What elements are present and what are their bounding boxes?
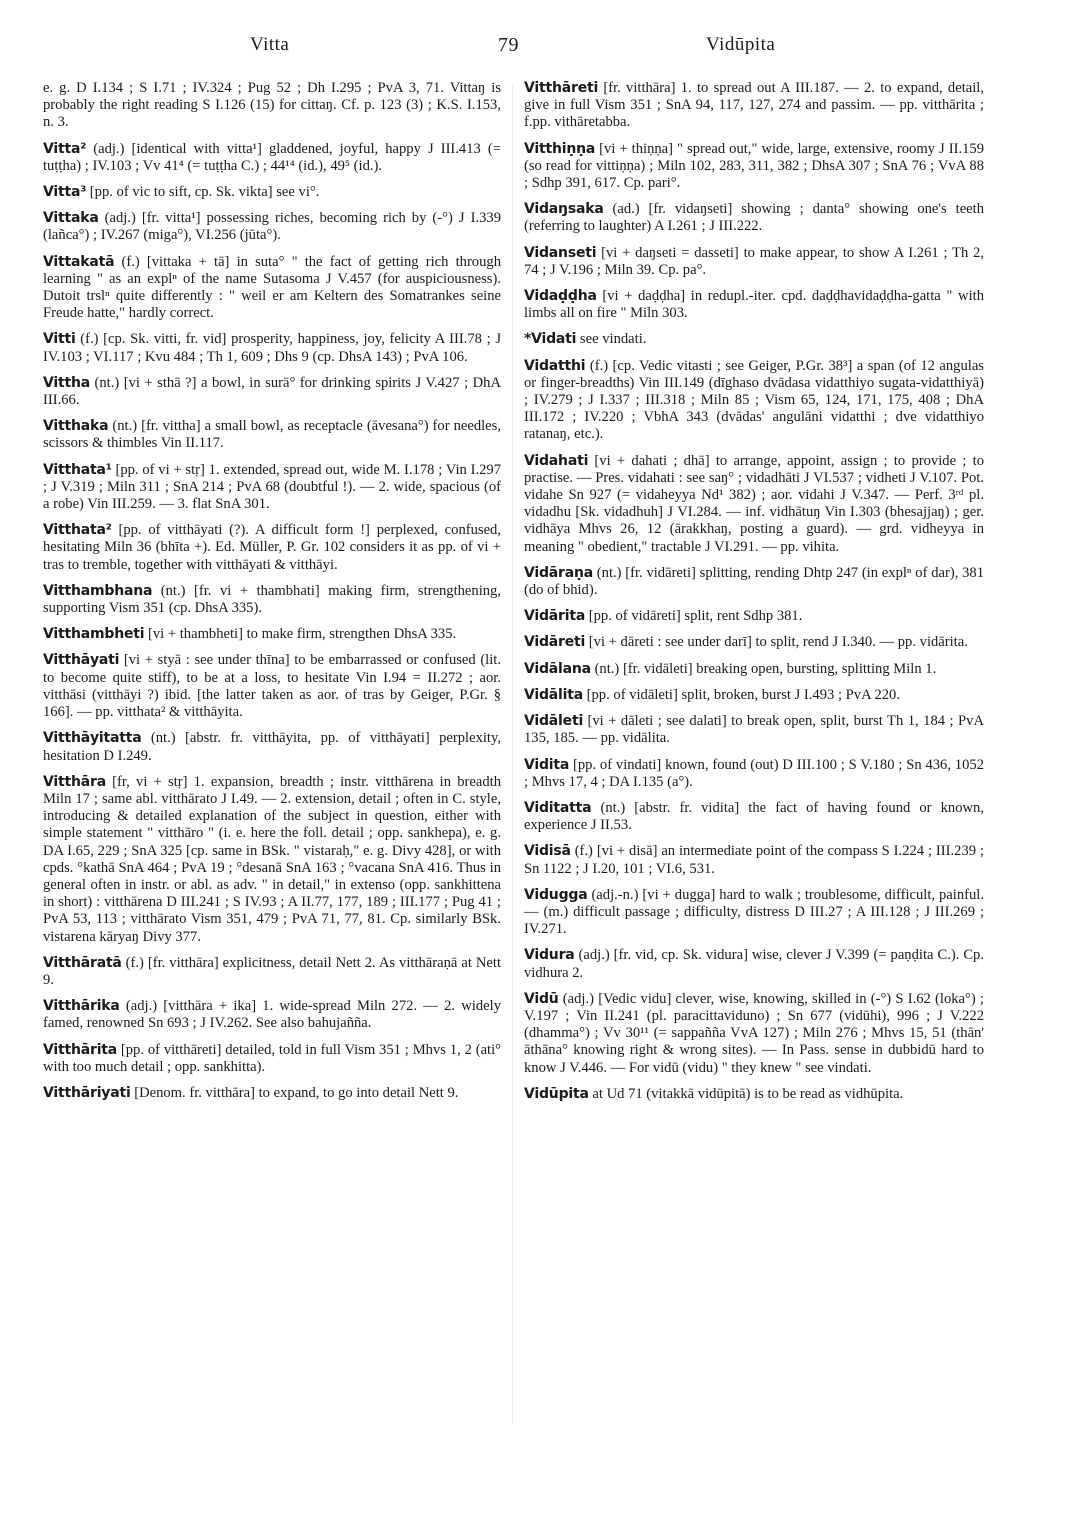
dictionary-entry	[524, 80, 984, 132]
entry-definition: [vi + thiṇṇa] " spread out," wide, large, extensive, roomy J II.159 (so read for vittiṇṇa) ; Miln 102, 283, 311, 382 ; DhsA 307 ; SnA 76 ; VvA 88 ; Sdhp 391, 617. Cp. pari°.	[524, 140, 984, 192]
entry-definition: (nt.) [abstr. fr. vidita] the fact of having found or known, experience J II.53.	[524, 799, 984, 834]
entry-definition: (adj.) [identical with vitta¹] gladdened, joyful, happy J III.413 (= tuṭṭha) ; IV.103 ; Vv 41⁴ (= tuṭṭha C.) ; 44¹⁴ (id.), 49⁵ (id.).	[43, 140, 501, 174]
entry-definition: (f.) [cp. Sk. vitti, fr. vid] prosperity, happiness, joy, felicity A III.78 ; J IV.103 ; VI.117 ; Kvu 484 ; Th 1, 609 ; Dhs 9 (cp. DhsA 143) ; PvA 106.	[43, 331, 501, 365]
entry-definition: [vi + daŋseti = dasseti] to make appear, to show A I.261 ; Th 2, 74 ; J V.196 ; Miln 39. Cp. pa°.	[524, 244, 984, 278]
headword: Vidanseti	[524, 244, 597, 261]
dictionary-entry	[524, 331, 984, 348]
dictionary-entry	[43, 184, 501, 201]
headword: Vitti	[43, 331, 76, 348]
dictionary-entry	[43, 774, 501, 946]
entry-definition: (adj.-n.) [vi + dugga] hard to walk ; troublesome, difficult, painful. — (m.) difficult passage ; difficulty, distress D III.27 ; A III.128 ; J III.269 ; IV.271.	[524, 886, 984, 938]
entry-definition: [pp. of vitthāreti] detailed, told in full Vism 351 ; Mhvs 1, 2 (ati° with too much detail ; opp. sankhitta).	[43, 1041, 501, 1075]
headword: Vitthambhana	[43, 582, 153, 599]
entry-definition: at Ud 71 (vitakkā vidūpitā) is to be read as vidhūpita.	[588, 1085, 904, 1102]
headword: Vitthāratā	[43, 954, 122, 971]
headword: Vidārita	[524, 608, 586, 625]
headword: Vitthāriyati	[43, 1084, 131, 1101]
headword: Vitthata²	[43, 522, 112, 539]
dictionary-entry	[524, 991, 984, 1077]
headword: Vitthāra	[43, 773, 106, 790]
running-head-right: Vidūpita	[706, 34, 776, 55]
entry-definition: [fr, vi + stṛ] 1. expansion, breadth ; instr. vitthārena in breadth Miln 17 ; same abl. vitthārato J I.49. — 2. extension, detail ; often in C. style, introducing & detailed explanation of the subject in question, either with simple statement " vitthāro " (i. e. here the foll. detail ; opp. sankhepa), e. g. DA I.65, 229 ; SnA 325 [cp. same in BSk. " vistaraḥ," e. g. Divy 428], or with cpds. °kathā SnA 464 ; PvA 19 ; °desanā SnA 163 ; °vacana SnA 416. Thus in general often in instr. or abl. as adv. " in detail," in extenso (opp. sankhittena in short) : vitthārena D III.241 ; S IV.93 ; A II.77, 177, 189 ; III.177 ; Pug 41 ; PvA 53, 113 ; vitthārato Vism 351, 479 ; PvA 71, 77, 81. Cp. similarly BSk. vistarena kāryaŋ Divy 377.	[43, 773, 501, 945]
entry-definition: [Denom. fr. vitthāra] to expand, to go into detail Nett 9.	[130, 1084, 459, 1101]
headword: Vidura	[524, 947, 575, 964]
dictionary-entry	[43, 1085, 501, 1102]
entry-definition: [pp. of vidāleti] split, broken, burst J I.493 ; PvA 220.	[583, 686, 900, 703]
entry-definition: e. g. D I.134 ; S I.71 ; IV.324 ; Pug 52 ; Dh I.295 ; PvA 3, 71. Vittaŋ is probably the right reading S I.126 (15) for cittaŋ. Cf. p. 123 (3) ; K.S. I.153, n. 3.	[43, 80, 501, 131]
dictionary-entry	[524, 634, 984, 651]
dictionary-entry	[43, 998, 501, 1032]
dictionary-entry	[43, 626, 501, 643]
headword: Vidāraṇa	[524, 564, 594, 581]
dictionary-entry	[524, 358, 984, 444]
headword: Viditatta	[524, 799, 592, 816]
entry-definition: (nt.) [fr. vidāleti] breaking open, bursting, splitting Miln 1.	[590, 660, 937, 677]
headword: Vidita	[524, 756, 570, 773]
entry-definition: (nt.) [vi + sthā ?] a bowl, in surā° for drinking spirits J V.427 ; DhA III.66.	[43, 374, 501, 409]
headword: Vidugga	[524, 886, 588, 903]
dictionary-entry	[43, 375, 501, 409]
entry-definition: (adj.) [fr. vitta¹] possessing riches, becoming rich by (-°) J I.339 (lañca°) ; IV.267 (miga°), VI.256 (jūta°).	[43, 210, 501, 244]
entry-definition: [pp. of vic to sift, cp. Sk. vikta] see vi°.	[86, 184, 320, 201]
headword: Vitthata¹	[43, 461, 112, 478]
entry-definition: (adj.) [vitthāra + ika] 1. wide-spread Miln 272. — 2. widely famed, renowned Sn 693 ; J IV.262. See also bahujañña.	[43, 998, 501, 1032]
headword: Vitthiṇṇa	[524, 140, 596, 157]
entry-definition: [pp. of vidāreti] split, rent Sdhp 381.	[585, 608, 803, 625]
column-divider	[512, 84, 513, 1424]
dictionary-entry	[524, 608, 984, 625]
headword: Vidū	[524, 990, 559, 1007]
page-header	[0, 34, 1073, 64]
dictionary-entry	[524, 141, 984, 193]
headword: Vidatthi	[524, 357, 586, 374]
dictionary-entry	[524, 887, 984, 939]
dictionary-entry	[43, 80, 501, 132]
headword: Vitthāyati	[43, 652, 120, 669]
dictionary-entry	[524, 843, 984, 877]
dictionary-entry	[43, 1042, 501, 1076]
headword: Vitta³	[43, 184, 87, 201]
dictionary-entry	[43, 652, 501, 721]
dictionary-entry	[524, 713, 984, 747]
entry-definition: (adj.) [Vedic vidu] clever, wise, knowing, skilled in (-°) S I.62 (loka°) ; V.197 ; Vin II.241 (pl. paracittaviduno) ; Sn 677 (vidūhi), 996 ; J V.222 (dhamma°) ; Vv 30¹¹ (= sappañña VvA 127) ; Miln 276 ; Mhvs 15, 51 (thān' āthāna° knowing right & wrong sites). — In Pass. sense in dubbidū hard to know J V.446. — For vidū (vidu) " they knew " see vindati.	[524, 990, 984, 1076]
dictionary-entry	[524, 947, 984, 981]
dictionary-entry	[43, 418, 501, 452]
headword: Vitthāreti	[524, 80, 599, 96]
headword: Vidāleti	[524, 713, 584, 730]
dictionary-entry	[524, 288, 984, 322]
entry-definition: (nt.) [fr. vidāreti] splitting, rending Dhtp 247 (in explⁿ of dar), 381 (do of bhid).	[524, 564, 984, 599]
dictionary-entry	[43, 462, 501, 514]
headword: Vidālita	[524, 686, 583, 703]
entry-definition: (nt.) [fr. vittha] a small bowl, as receptacle (āvesana°) for needles, scissors & thimbles Vin II.117.	[43, 418, 501, 452]
entry-definition: [vi + dāreti : see under darī] to split, rend J I.340. — pp. vidārita.	[585, 634, 968, 651]
dictionary-entry	[524, 1086, 984, 1103]
headword: Vidaŋsaka	[524, 201, 604, 218]
left-column	[43, 80, 501, 1111]
entry-definition: [vi + thambheti] to make firm, strengthen DhsA 335.	[144, 626, 457, 643]
headword: Vidisā	[524, 843, 571, 860]
dictionary-entry	[43, 331, 501, 365]
dictionary-entry	[43, 730, 501, 764]
entry-definition: [vi + styā : see under thīna] to be embarrassed or confused (lit. to become quite stiff), to be at a loss, to hesitate Vin I.94 = II.272 ; aor. vitthāsi (vitthāyi ?) ibid. [the latter taken as aor. of tras by Geiger, P.Gr. § 166]. — pp. vitthata² & vitthāyita.	[43, 652, 501, 721]
headword: *Vidati	[524, 331, 577, 348]
headword: Vidahati	[524, 452, 589, 469]
entry-definition: (nt.) [fr. vi + thambhati] making firm, strengthening, supporting Vism 351 (cp. DhsA 335).	[43, 582, 501, 617]
entry-definition: [vi + dāleti ; see dalati] to break open, split, burst Th 1, 184 ; PvA 135, 185. — pp. vidālita.	[524, 713, 984, 747]
entry-definition: see vindati.	[576, 331, 647, 348]
headword: Vittha	[43, 374, 90, 391]
running-head-left: Vitta	[250, 34, 290, 55]
dictionary-entry	[524, 565, 984, 599]
entry-definition: (nt.) [abstr. fr. vitthāyita, pp. of vitthāyati] perplexity, hesitation D I.249.	[43, 730, 501, 764]
right-column	[524, 80, 984, 1112]
entry-definition: [vi + dahati ; dhā] to arrange, appoint, assign ; to provide ; to practise. — Pres. vidahati : see saŋ° ; vidadhāti J VI.537 ; vidheti J V.107. Pot. vidahe Sn 927 (= vidaheyya Nd¹ 382) ; aor. vidahi J V.347. — Perf. 3ʳᵈ pl. vidadhu [Sk. vidadhuh] J VI.284. — inf. vidhātuŋ Vin I.303 (bhesajjaŋ) ; ger. vidhāya Mhvs 26, 12 (ārakkhaŋ, posting a guard). — grd. vidheyya in meaning " obedient," tractable J VI.291. — pp. vihita.	[524, 452, 984, 555]
page-number: 79	[498, 34, 519, 56]
headword: Vitthaka	[43, 418, 109, 435]
headword: Vitthārita	[43, 1041, 118, 1058]
headword: Vidaḍḍha	[524, 288, 597, 305]
entry-definition: (adj.) [fr. vid, cp. Sk. vidura] wise, clever J V.399 (= paṇḍita C.). Cp. vidhura 2.	[524, 947, 984, 981]
dictionary-entry	[524, 245, 984, 279]
entry-definition: [pp. of vindati] known, found (out) D III.100 ; S V.180 ; Sn 436, 1052 ; Mhvs 17, 4 ; DA I.135 (a°).	[524, 756, 984, 790]
dictionary-entry	[43, 522, 501, 574]
headword: Vitthambheti	[43, 626, 145, 643]
headword: Vitta²	[43, 140, 87, 157]
dictionary-entry	[524, 453, 984, 556]
headword: Vitthāyitatta	[43, 730, 142, 747]
entry-definition: (ad.) [fr. vidaŋseti] showing ; danta° showing one's teeth (referring to laughter) A I.261 ; J III.222.	[524, 201, 984, 235]
dictionary-entry	[524, 800, 984, 834]
dictionary-entry	[43, 254, 501, 323]
headword: Vittakatā	[43, 253, 115, 270]
entry-definition: (f.) [cp. Vedic vitasti ; see Geiger, P.Gr. 38³] a span (of 12 angulas or finger-breadths) Vin III.149 (dīghaso dvādasa vidatthiyo sugata-vidatthiyā) ; IV.279 ; J I.337 ; III.318 ; Miln 85 ; Vism 65, 124, 171, 175, 408 ; DhA III.172 ; IV.220 ; VbhA 343 (dvādas' angulāni vidatthi ; dve vidatthiyo ratanaŋ, etc.).	[524, 357, 984, 443]
headword: Vidālana	[524, 660, 591, 677]
headword: Vittaka	[43, 210, 99, 227]
entry-definition: [fr. vitthāra] 1. to spread out A III.187. — 2. to expand, detail, give in full Vism 351 ; SnA 94, 117, 127, 274 and passim. — pp. vitthārita ; f.pp. vithāretabba.	[524, 80, 984, 131]
dictionary-entry	[43, 210, 501, 244]
dictionary-entry	[524, 757, 984, 791]
dictionary-entry	[43, 583, 501, 617]
dictionary-entry	[524, 201, 984, 235]
headword: Vidāreti	[524, 634, 586, 651]
dictionary-entry	[524, 661, 984, 678]
dictionary-entry	[524, 687, 984, 704]
entry-definition: [pp. of vitthāyati (?). A difficult form !] perplexed, confused, hesitating Miln 36 (bhīta +). Ed. Müller, P. Gr. 102 considers it as pp. of vi + tras to tremble, together with vitthāyati & vitthāyi.	[43, 522, 501, 573]
dictionary-entry	[43, 141, 501, 175]
entry-definition: (f.) [vi + disā] an intermediate point of the compass S I.224 ; III.239 ; Sn 1122 ; J I.20, 101 ; VI.6, 531.	[524, 843, 984, 877]
headword: Vidūpita	[524, 1085, 589, 1102]
entry-definition: (f.) [vittaka + tā] in suta° " the fact of getting rich through learning " as an explⁿ of the name Sutasoma J V.457 (for auspiciousness). Dutoit trslⁿ quite differently : " weil er am Keltern des Somatrankes seine Freude hatte," hardly correct.	[43, 253, 501, 322]
dictionary-entry	[43, 955, 501, 989]
entry-definition: [vi + daḍḍha] in redupl.-iter. cpd. daḍḍhavidaḍḍha-gatta " with limbs all on fire " Miln 303.	[524, 288, 984, 322]
headword: Vitthārika	[43, 998, 120, 1015]
entry-definition: [pp. of vi + stṛ] 1. extended, spread out, wide M. I.178 ; Vin I.297 ; J V.319 ; Miln 311 ; SnA 214 ; PvA 68 (doubtful !). — 2. wide, spacious (of a robe) Vin III.259. — 3. flat SnA 301.	[43, 461, 501, 513]
entry-definition: (f.) [fr. vitthāra] explicitness, detail Nett 2. As vitthāraṇā at Nett 9.	[43, 954, 501, 988]
